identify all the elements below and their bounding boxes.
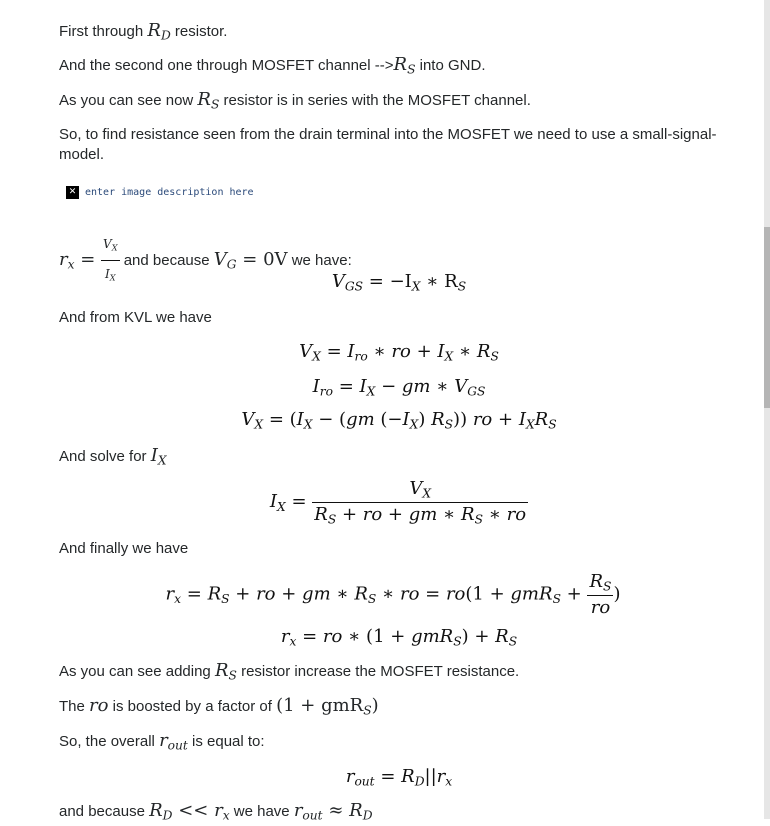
- text: resistor increase the MOSFET resistance.: [236, 663, 520, 680]
- broken-image-icon: ✕: [66, 186, 79, 199]
- math-ro: ro: [89, 695, 109, 716]
- math-rout: $r_{out}$: [159, 730, 188, 753]
- fraction-vx-ix: $\frac{V_X}{I_X}$: [101, 232, 119, 290]
- paragraph-overall: [59, 731, 265, 756]
- math-ix: $I_X$: [150, 445, 167, 468]
- scrollbar-thumb[interactable]: [764, 227, 770, 408]
- scrollbar[interactable]: [764, 0, 770, 819]
- equation-iro: $I_{ro} = I_X$ − gm ∗ $V_{GS}$: [312, 376, 486, 399]
- math-rd: $R_D$: [147, 20, 171, 43]
- text: and because: [119, 251, 214, 269]
- math-rs: $R_S$: [393, 54, 416, 77]
- paragraph-channel: [59, 55, 486, 80]
- paragraph-small-signal: So, to find resistance seen from the drain terminal into the MOSFET we need to use a small-signal-model.: [59, 126, 717, 163]
- paragraph-rd: [59, 21, 227, 46]
- text: So, the overall: [59, 733, 160, 750]
- equation-rout: $r_{out} = R_D||r_x$: [345, 766, 453, 789]
- math-rs: $R_S$: [214, 660, 237, 683]
- equation-vx-kvl: $V_X = I_{ro}$ ∗ ro + $I_X$ ∗ $R_S$: [299, 341, 499, 364]
- equation-rx-expanded: $r_x = R_S$ + ro + gm ∗ $R_S$ ∗ ro = ro(1 + gmR$_S$ + $\frac{R_S}{ro}$ ): [165, 571, 621, 618]
- text: is equal to:: [187, 733, 265, 750]
- text: First through: [59, 23, 148, 40]
- text: And solve for: [59, 448, 151, 465]
- math-condition: $R_D << r_x$: [149, 800, 230, 823]
- math-rx: $r_x$: [59, 248, 75, 272]
- equation-vgs: $V_{GS} = -I_X$ ∗ $R_S$: [331, 271, 467, 294]
- text: As you can see adding: [59, 663, 215, 680]
- text: resistor.: [170, 23, 228, 40]
- paragraph-series: [59, 90, 531, 115]
- text: The: [59, 698, 90, 715]
- math-vg-rhs: = 0V: [236, 248, 288, 270]
- math-approx: $r_{out} \approx R_D$: [293, 800, 373, 823]
- paragraph-finally: And finally we have: [59, 540, 189, 557]
- text: into GND.: [415, 57, 486, 74]
- math-vg: $V_G$: [213, 248, 237, 272]
- text: resistor is in series with the MOSFET channel.: [219, 92, 531, 109]
- equals: =: [74, 248, 102, 270]
- equation-vx-substituted: $V_X = (I_X - (gm$ $(-I_X)$ $R_S$)) ro + $I_XR_S$: [241, 409, 557, 432]
- math-rs: $R_S$: [197, 89, 220, 112]
- paragraph-because: [59, 801, 373, 826]
- math-factor: (1 + gmR$_S$): [276, 695, 379, 718]
- text: and because: [59, 803, 150, 820]
- fraction-ix: $\frac{V_X}{R_S + ro + gm ∗ R_S ∗ ro}$: [314, 478, 527, 527]
- paragraph-boost: [59, 696, 379, 721]
- text: we have:: [287, 251, 352, 269]
- text: And the second one through MOSFET channel -->: [59, 57, 394, 74]
- broken-image[interactable]: [66, 186, 254, 199]
- text: we have: [229, 803, 294, 820]
- paragraph-kvl: And from KVL we have: [59, 309, 212, 326]
- paragraph-solve: [59, 446, 167, 471]
- equation-ix: $I_X$ = $\frac{V_X}{R_S + ro + gm ∗ R_S ∗ ro}$: [269, 478, 527, 527]
- paragraph-adding-rs: [59, 661, 519, 686]
- text: is boosted by a factor of: [108, 698, 277, 715]
- equation-rx-factored: $r_x$ = ro ∗ $(1 + gmR_S) + R_S$: [280, 626, 518, 649]
- image-alt-text: enter image description here: [85, 187, 254, 198]
- text: As you can see now: [59, 92, 198, 109]
- fraction-rs-ro: $\frac{R_S}{ro}$: [589, 571, 612, 618]
